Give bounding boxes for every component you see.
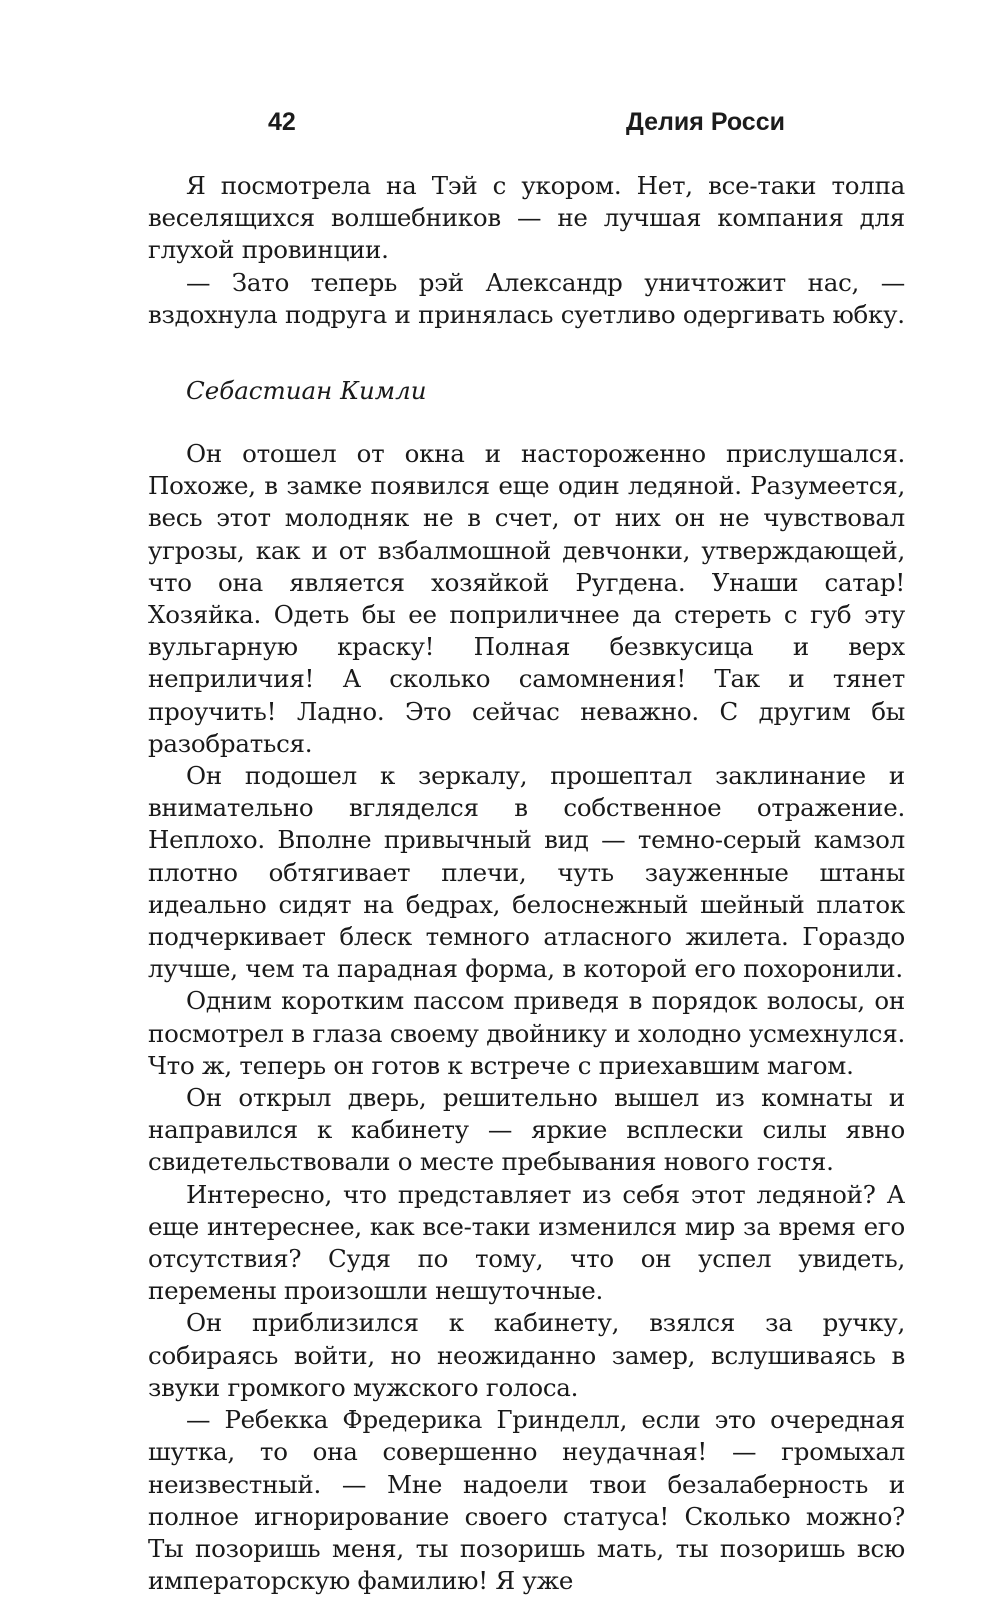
section-text [148, 438, 905, 1597]
page-header [268, 108, 785, 144]
paragraph: Интересно, что представляет из себя этот ледяной? А еще интереснее, как все-таки изменился мир за время его отсутствия? Судя по тому, что он успел увидеть, перемены произошли нешуточные. [148, 1179, 905, 1306]
paragraph: Он открыл дверь, решительно вышел из комнаты и направился к кабинету — яркие всплески силы явно свидетельствовали о месте пребывания нового гостя. [148, 1083, 905, 1177]
intro-text [148, 170, 905, 331]
paragraph: — Зато теперь рэй Александр уничтожит нас, — вздохнула подруга и принялась суетливо одергивать юбку. [148, 267, 905, 329]
page-number: 42 [268, 108, 296, 136]
section-heading: Себастиан Кимли [186, 376, 427, 405]
paragraph: — Ребекка Фредерика Гринделл, если это очередная шутка, то она совершенно неудачная! — громыхал неизвестный. — Мне надоели твои безалаберность и полное игнорирование своего статуса! Сколько можно? Ты позоришь меня, ты позоришь мать, ты позоришь всю императорскую фамилию! Я уже [148, 1405, 905, 1596]
paragraph: Одним коротким пассом приведя в порядок волосы, он посмотрел в глаза своему двойнику и холодно усмехнулся. Что ж, теперь он готов к встрече с приехавшим магом. [148, 986, 905, 1080]
paragraph: Он отошел от окна и настороженно прислушался. Похоже, в замке появился еще один ледяной. Разумеется, весь этот молодняк не в счет, от них он не чувствовал угрозы, как и от взбалмошной девчонки, утверждающей, что она является хозяйкой Ругдена. Унаши сатар! Хозяйка. Одеть бы ее поприличнее да стереть с губ эту вульгарную краску! Полная безвкусица и верх неприличия! А сколько самомнения! Так и тянет проучить! Ладно. Это сейчас неважно. С другим бы разобраться. [148, 439, 905, 758]
paragraph: Он подошел к зеркалу, прошептал заклинание и внимательно вгляделся в собственное отражение. Неплохо. Вполне привычный вид — темно-серый камзол плотно обтягивает плечи, чуть зауженные штаны идеально сидят на бедрах, белоснежный шейный платок подчеркивает блеск темного атласного жилета. Гораздо лучше, чем та парадная форма, в которой его похоронили. [148, 761, 905, 984]
running-title: Делия Росси [626, 108, 785, 136]
paragraph: Он приблизился к кабинету, взялся за ручку, собираясь войти, но неожиданно замер, вслушиваясь в звуки громкого мужского голоса. [148, 1308, 905, 1402]
paragraph: Я посмотрела на Тэй с укором. Нет, все-таки толпа веселящихся волшебников — не лучшая компания для глухой провинции. [148, 171, 905, 265]
